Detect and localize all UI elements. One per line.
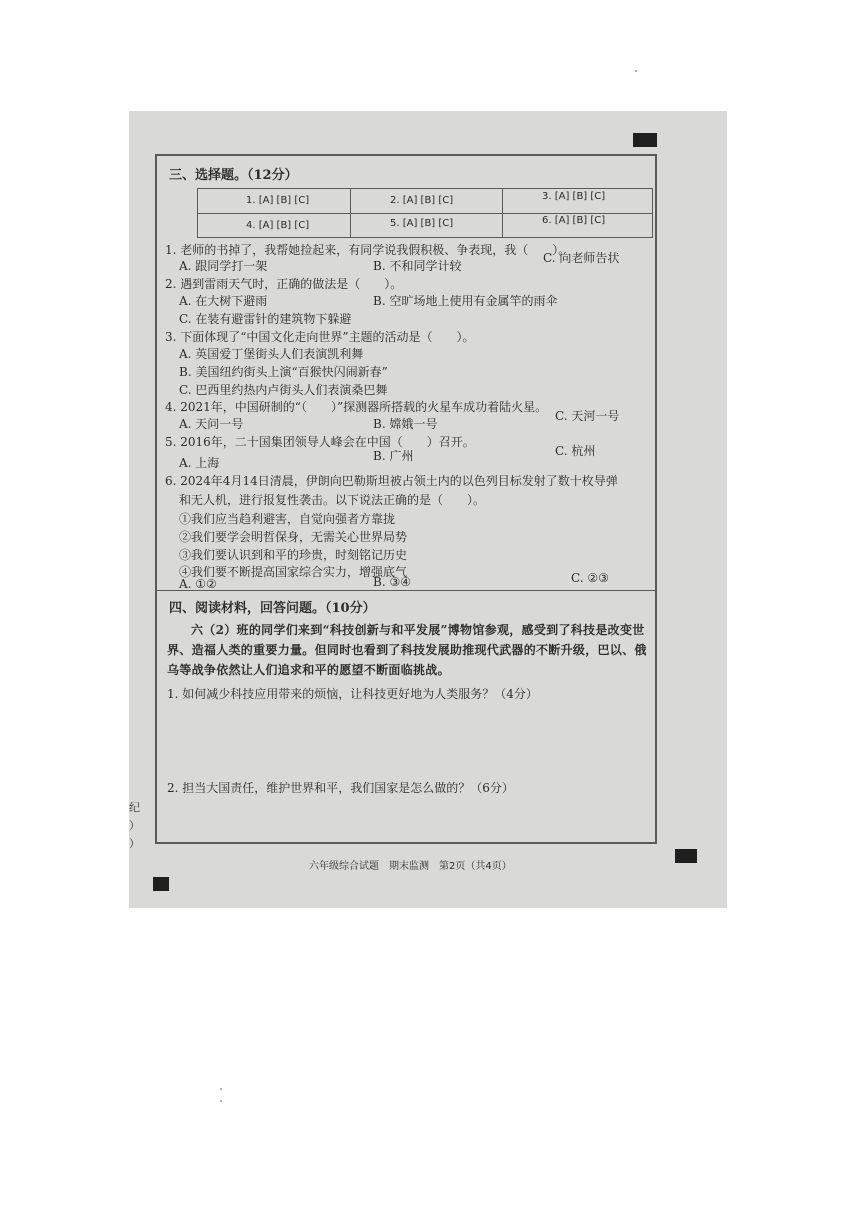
- exam-frame: [155, 154, 657, 844]
- registration-mark: [153, 877, 169, 891]
- answer-cell: 6. [A] [B] [C]: [542, 215, 606, 226]
- option: A. ①②: [179, 577, 217, 591]
- option: C. 向老师告状: [543, 251, 620, 265]
- question-stem: 3. 下面体现了“中国文化走向世界”主题的活动是（ ）。: [165, 330, 475, 344]
- option: C. 巴西里约热内卢街头人们表演桑巴舞: [179, 383, 388, 397]
- option: A. 天问一号: [179, 417, 244, 431]
- option: B. 不和同学计较: [373, 259, 462, 273]
- question-stem: 5. 2016年，二十国集团领导人峰会在中国（ ）召开。: [165, 435, 475, 449]
- section-divider: [157, 590, 655, 591]
- answer-cell: 3. [A] [B] [C]: [542, 191, 606, 202]
- option: A. 上海: [179, 456, 220, 470]
- margin-text: 纪 ） ）: [129, 801, 140, 850]
- statement: ②我们要学会明哲保身，无需关心世界局势: [179, 530, 408, 544]
- option: B. 空旷场地上使用有金属竿的雨伞: [373, 294, 558, 308]
- reading-passage: 六（2）班的同学们来到“科技创新与和平发展”博物馆参观，感受到了科技是改变世界、造福人类的重要力量。但同时也看到了科技发展助推现代武器的不断升级，巴以、俄乌等战争依然让人们追求和平的愿望不断面临挑战。: [167, 623, 647, 677]
- option: A. 英国爱丁堡街头人们表演凯利舞: [179, 347, 364, 361]
- question-2: 2. 担当大国责任，维护世界和平，我们国家是怎么做的？（6分）: [167, 781, 514, 795]
- statement: ①我们应当趋利避害，自觉向强者方靠拢: [179, 512, 396, 526]
- statement: ④我们要不断提高国家综合实力，增强底气: [179, 565, 408, 579]
- statement: ③我们要认识到和平的珍贵，时刻铭记历史: [179, 548, 408, 562]
- option: B. 广州: [373, 449, 414, 463]
- exam-photo: [129, 111, 727, 908]
- section3-title: 三、选择题。（12分）: [169, 168, 298, 183]
- option: C. 在装有避雷针的建筑物下躲避: [179, 312, 352, 326]
- option: C. 天河一号: [555, 409, 620, 423]
- answer-grid: [197, 188, 653, 238]
- option: B. 嫦娥一号: [373, 417, 438, 431]
- question-1: 1. 如何减少科技应用带来的烦恼，让科技更好地为人类服务？（4分）: [167, 687, 538, 701]
- section4-title: 四、阅读材料，回答问题。（10分）: [169, 601, 376, 616]
- option: C. 杭州: [555, 444, 596, 458]
- question-stem: 2. 遇到雷雨天气时，正确的做法是（ ）。: [165, 277, 403, 291]
- question-stem: 6. 2024年4月14日清晨，伊朗向巴勒斯坦被占领土内的以色列目标发射了数十枚导弹: [165, 474, 618, 488]
- question-stem: 1. 老师的书掉了，我帮她捡起来，有同学说我假积极、争表现，我（ ）。: [165, 243, 571, 257]
- question-stem: 4. 2021年，中国研制的“（ ）”探测器所搭载的火星车成功着陆火星。: [165, 400, 548, 414]
- registration-mark: [675, 849, 697, 863]
- answer-cell: 2. [A] [B] [C]: [390, 195, 454, 206]
- option: A. 在大树下避雨: [179, 294, 268, 308]
- option: A. 跟同学打一架: [179, 259, 268, 273]
- question-stem-continued: 和无人机，进行报复性袭击。以下说法正确的是（ ）。: [179, 493, 486, 507]
- answer-cell: 1. [A] [B] [C]: [246, 195, 310, 206]
- option: C. ②③: [571, 571, 609, 585]
- registration-mark: [633, 133, 657, 147]
- option: B. ③④: [373, 575, 411, 589]
- page-footer: 六年级综合试题 期末监测 第2页（共4页）: [309, 861, 512, 872]
- answer-cell: 5. [A] [B] [C]: [390, 218, 454, 229]
- answer-cell: 4. [A] [B] [C]: [246, 220, 310, 231]
- option: B. 美国纽约街头上演“百猴快闪闹新春”: [179, 365, 388, 379]
